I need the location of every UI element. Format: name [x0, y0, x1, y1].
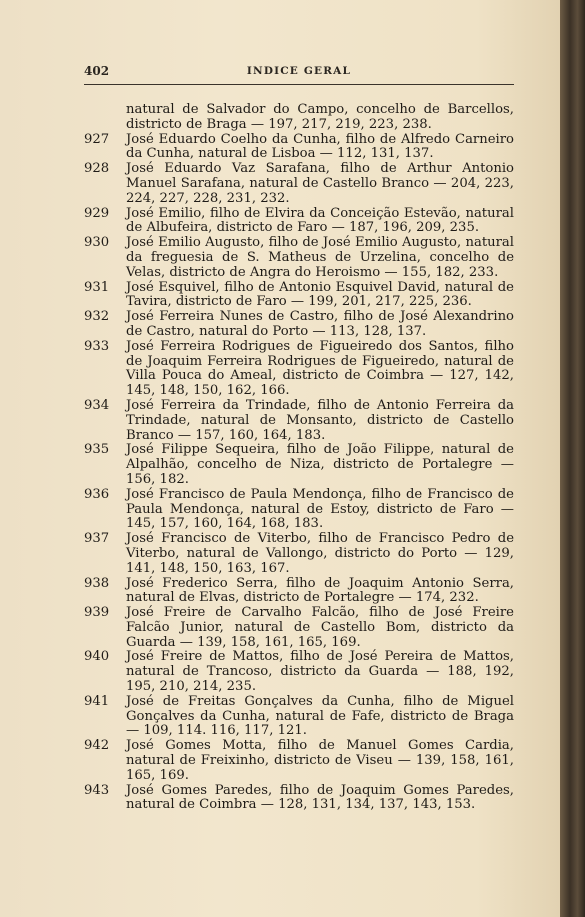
index-entry: [84, 532, 514, 576]
entry-number: 939: [84, 605, 110, 621]
entry-number: 943: [84, 782, 110, 798]
entry-text: José Ferreira Nunes de Castro, filho de José Alexandrino de Castro, natural do Porto — 113, 128, 137.: [126, 309, 514, 339]
entry-text: José Gomes Paredes, filho de Joaquim Gomes Paredes, natural de Coimbra — 128, 131, 134, 137, 143, 153.: [126, 782, 514, 813]
entry-number: 942: [84, 738, 110, 754]
entry-number: 937: [84, 531, 110, 547]
entry-number: 928: [84, 161, 110, 177]
index-entry: [84, 310, 514, 340]
entry-text: José Eduardo Vaz Sarafana, filho de Arthur Antonio Manuel Sarafana, natural de Castello Branco — 204, 223, 224, 227, 228, 231, 232.: [126, 161, 514, 206]
index-entry: [84, 162, 514, 206]
index-entry: [84, 281, 514, 311]
entry-text: José Freire de Carvalho Falcão, filho de José Freire Falcão Junior, natural de Castello Bom, districto da Guarda — 139, 158, 161, 165, 169.: [126, 605, 514, 650]
entry-number: 932: [84, 309, 110, 325]
index-entry: [84, 443, 514, 487]
entry-text: José Esquivel, filho de Antonio Esquivel David, natural de Tavira, districto de Faro — 199, 201, 217, 225, 236.: [126, 279, 514, 310]
entry-number: 927: [84, 131, 110, 147]
entry-text: José Emilio, filho de Elvira da Conceição Estevão, natural de Albufeira, districto de Faro — 187, 196, 209, 235.: [126, 205, 514, 236]
index-entry: [84, 577, 514, 607]
index-entry: [84, 133, 514, 163]
running-head: INDICE GERAL: [246, 65, 352, 77]
entry-number: 929: [84, 205, 110, 221]
entry-number: 936: [84, 486, 110, 502]
entry-text: José Ferreira Rodrigues de Figueiredo dos Santos, filho de Joaquim Ferreira Rodrigues de Figueiredo, natural de Villa Pouca do Ameal, districto de Coimbra — 127, 142, 145, 148, 150, 162, 166.: [126, 338, 514, 399]
index-entry: [84, 650, 514, 694]
entry-text: José Ferreira da Trindade, filho de Antonio Ferreira da Trindade, natural de Monsanto, districto de Castello Branco — 157, 160, 164, 183.: [126, 397, 514, 443]
entry-text: José Filippe Sequeira, filho de João Filippe, natural de Alpalhão, concelho de Niza, districto de Portalegre — 156, 182.: [126, 442, 514, 487]
entry-text: José Francisco de Viterbo, filho de Francisco Pedro de Viterbo, natural de Vallongo, districto do Porto — 129, 141, 148, 150, 163, 167.: [126, 531, 514, 576]
entry-text: natural de Salvador do Campo, concelho de Barcellos, districto de Braga — 197, 217, 219, 223, 238.: [126, 102, 514, 132]
entry-number: 935: [84, 442, 110, 458]
index-entry: [84, 739, 514, 783]
entry-number: 931: [84, 279, 110, 295]
entry-number: 933: [84, 338, 110, 354]
index-entry: [84, 784, 514, 814]
entry-number: 930: [84, 235, 110, 251]
entry-text: José Frederico Serra, filho de Joaquim Antonio Serra, natural de Elvas, districto de Portalegre — 174, 232.: [126, 575, 514, 606]
index-entries: [84, 103, 514, 813]
entry-number: 941: [84, 693, 110, 709]
entry-text: José Eduardo Coelho da Cunha, filho de Alfredo Carneiro da Cunha, natural de Lisboa — 112, 131, 137.: [126, 131, 514, 162]
index-entry: [84, 340, 514, 399]
entry-text: José Freire de Mattos, filho de José Pereira de Mattos, natural de Trancoso, districto da Guarda — 188, 192, 195, 210, 214, 235.: [126, 649, 514, 695]
index-entry: [84, 488, 514, 532]
index-entry: [84, 606, 514, 650]
index-entry: [84, 236, 514, 280]
index-entry: [84, 207, 514, 237]
entry-text: José Emilio Augusto, filho de José Emilio Augusto, natural da freguesia de S. Matheus de Urzelina, concelho de Velas, districto de Angra do Heroismo — 155, 182, 233.: [126, 235, 514, 280]
entry-text: José Gomes Motta, filho de Manuel Gomes Cardia, natural de Freixinho, districto de Viseu — 139, 158, 161, 165, 169.: [126, 738, 514, 783]
index-entry: [84, 103, 514, 133]
index-entry: [84, 695, 514, 739]
page-number: 402: [84, 64, 110, 78]
header-rule: [84, 84, 514, 85]
book-spine-edge: [560, 0, 585, 917]
entry-number: 938: [84, 575, 110, 591]
index-entry: [84, 399, 514, 443]
entry-text: José Francisco de Paula Mendonça, filho de Francisco de Paula Mendonça, natural de Estoy, districto de Faro — 145, 157, 160, 164, 168, 183.: [126, 486, 514, 532]
entry-text: José de Freitas Gonçalves da Cunha, filho de Miguel Gonçalves da Cunha, natural de Fafe, districto de Braga — 109, 114. 116, 117, 121.: [126, 693, 514, 739]
page-header: [84, 62, 514, 82]
entry-number: 940: [84, 649, 110, 665]
entry-number: 934: [84, 397, 110, 413]
